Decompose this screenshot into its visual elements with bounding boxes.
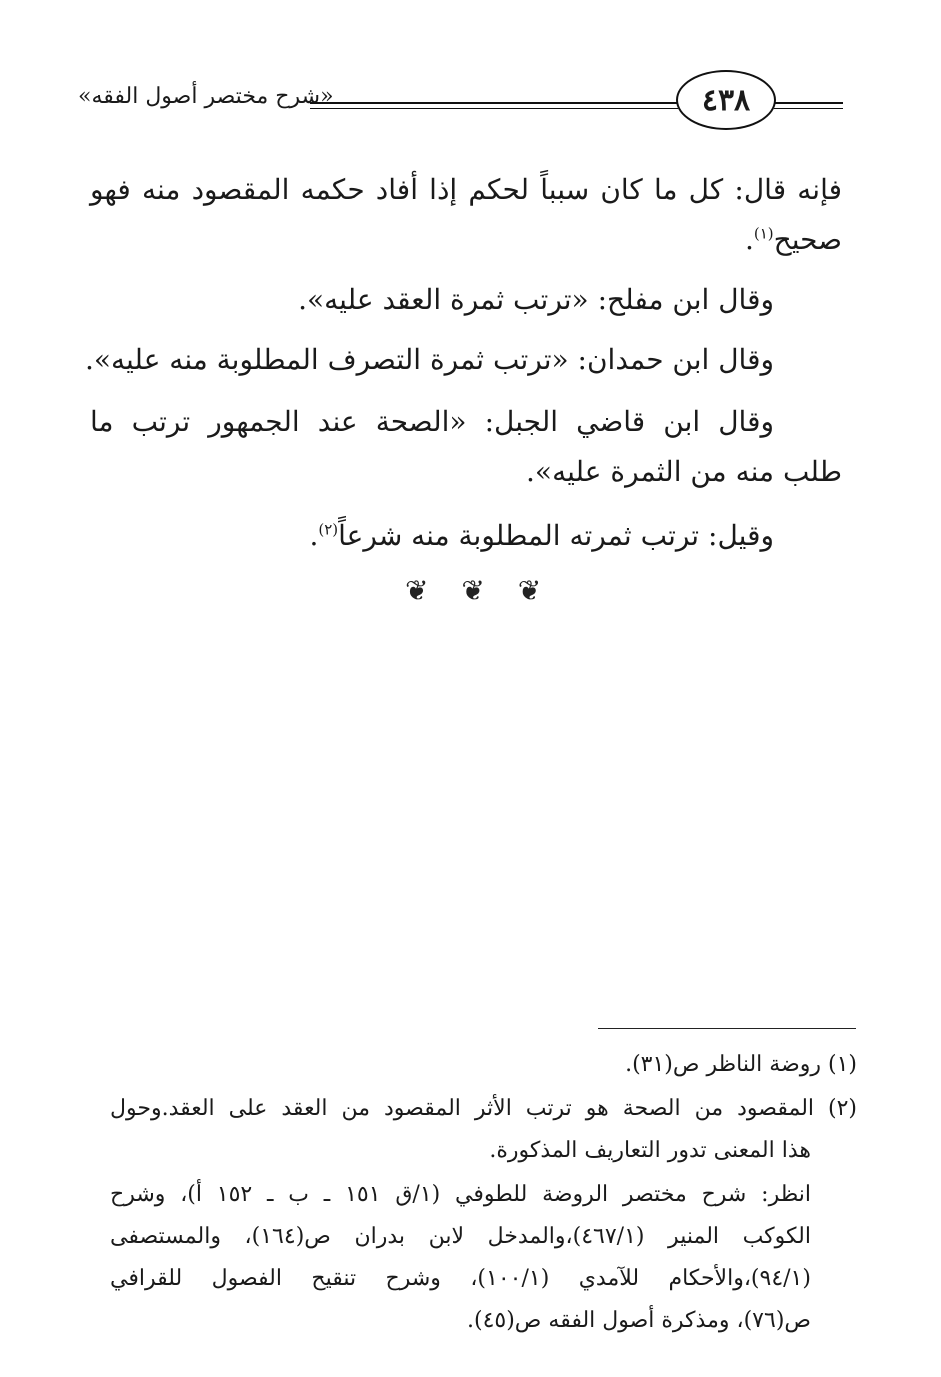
header-rule-left-thin bbox=[310, 108, 678, 109]
page-number-text: ٤٣٨ bbox=[701, 82, 751, 118]
paragraph-2: وقال ابن مفلح: «ترتب ثمرة العقد عليه». bbox=[298, 283, 774, 316]
main-text bbox=[84, 160, 842, 600]
header-rule-left bbox=[310, 102, 678, 104]
footnote-1: (١) روضة الناظر ص(٣١). bbox=[625, 1052, 857, 1077]
footnote-2-line-5: (٩٤/١)،والأحكام للآمدي (١٠٠/١)، وشرح تنقيح الفصول للقرافي bbox=[110, 1266, 811, 1291]
paragraph-1-line-1: فإنه قال: كل ما كان سبباً لحكم إذا أفاد حكمه المقصود منه فهو bbox=[90, 173, 842, 206]
section-ornament: ❦ ❦ ❦ bbox=[405, 574, 554, 607]
footnote-2-line-6: ص(٧٦)، ومذكرة أصول الفقه ص(٤٥). bbox=[467, 1308, 811, 1333]
paragraph-1-word: صحيح bbox=[773, 223, 842, 256]
paragraph-4-line-2: طلب منه من الثمرة عليه». bbox=[526, 455, 842, 488]
page-number bbox=[676, 70, 776, 130]
footnote-2-line-1: (٢) المقصود من الصحة هو ترتب الأثر المقصود من العقد على العقد.وحول bbox=[110, 1096, 857, 1121]
footnote-2-line-4: الكوكب المنير (٤٦٧/١)،والمدخل لابن بدران ص(١٦٤)، والمستصفى bbox=[110, 1224, 811, 1249]
paragraph-1-end: . bbox=[744, 223, 754, 256]
running-title: «شرح مختصر أصول الفقه» bbox=[78, 84, 334, 109]
footnote-ref-1[interactable]: (١) bbox=[753, 224, 774, 243]
paragraph-5 bbox=[309, 514, 774, 559]
footnote-ref-2[interactable]: (٢) bbox=[318, 520, 339, 539]
footnote-2-line-3: انظر: شرح مختصر الروضة للطوفي (١/ق ١٥١ ـ ب ـ ١٥٢ أ)، وشرح bbox=[110, 1182, 811, 1207]
paragraph-5-text: وقيل: ترتب ثمرته المطلوبة منه شرعاً bbox=[338, 519, 774, 552]
header-rule-right-thin bbox=[774, 108, 843, 109]
paragraph-1-line-2 bbox=[745, 218, 842, 263]
paragraph-3: وقال ابن حمدان: «ترتب ثمرة التصرف المطلوبة منه عليه». bbox=[84, 343, 774, 376]
paragraph-4-line-1: وقال ابن قاضي الجبل: «الصحة عند الجمهور ترتب ما bbox=[90, 405, 774, 438]
footnote-separator bbox=[598, 1028, 856, 1029]
running-header bbox=[78, 66, 843, 138]
footnote-2-line-2: هذا المعنى تدور التعاريف المذكورة. bbox=[489, 1138, 811, 1163]
paragraph-5-end: . bbox=[309, 519, 319, 552]
header-rule-right bbox=[774, 102, 843, 104]
